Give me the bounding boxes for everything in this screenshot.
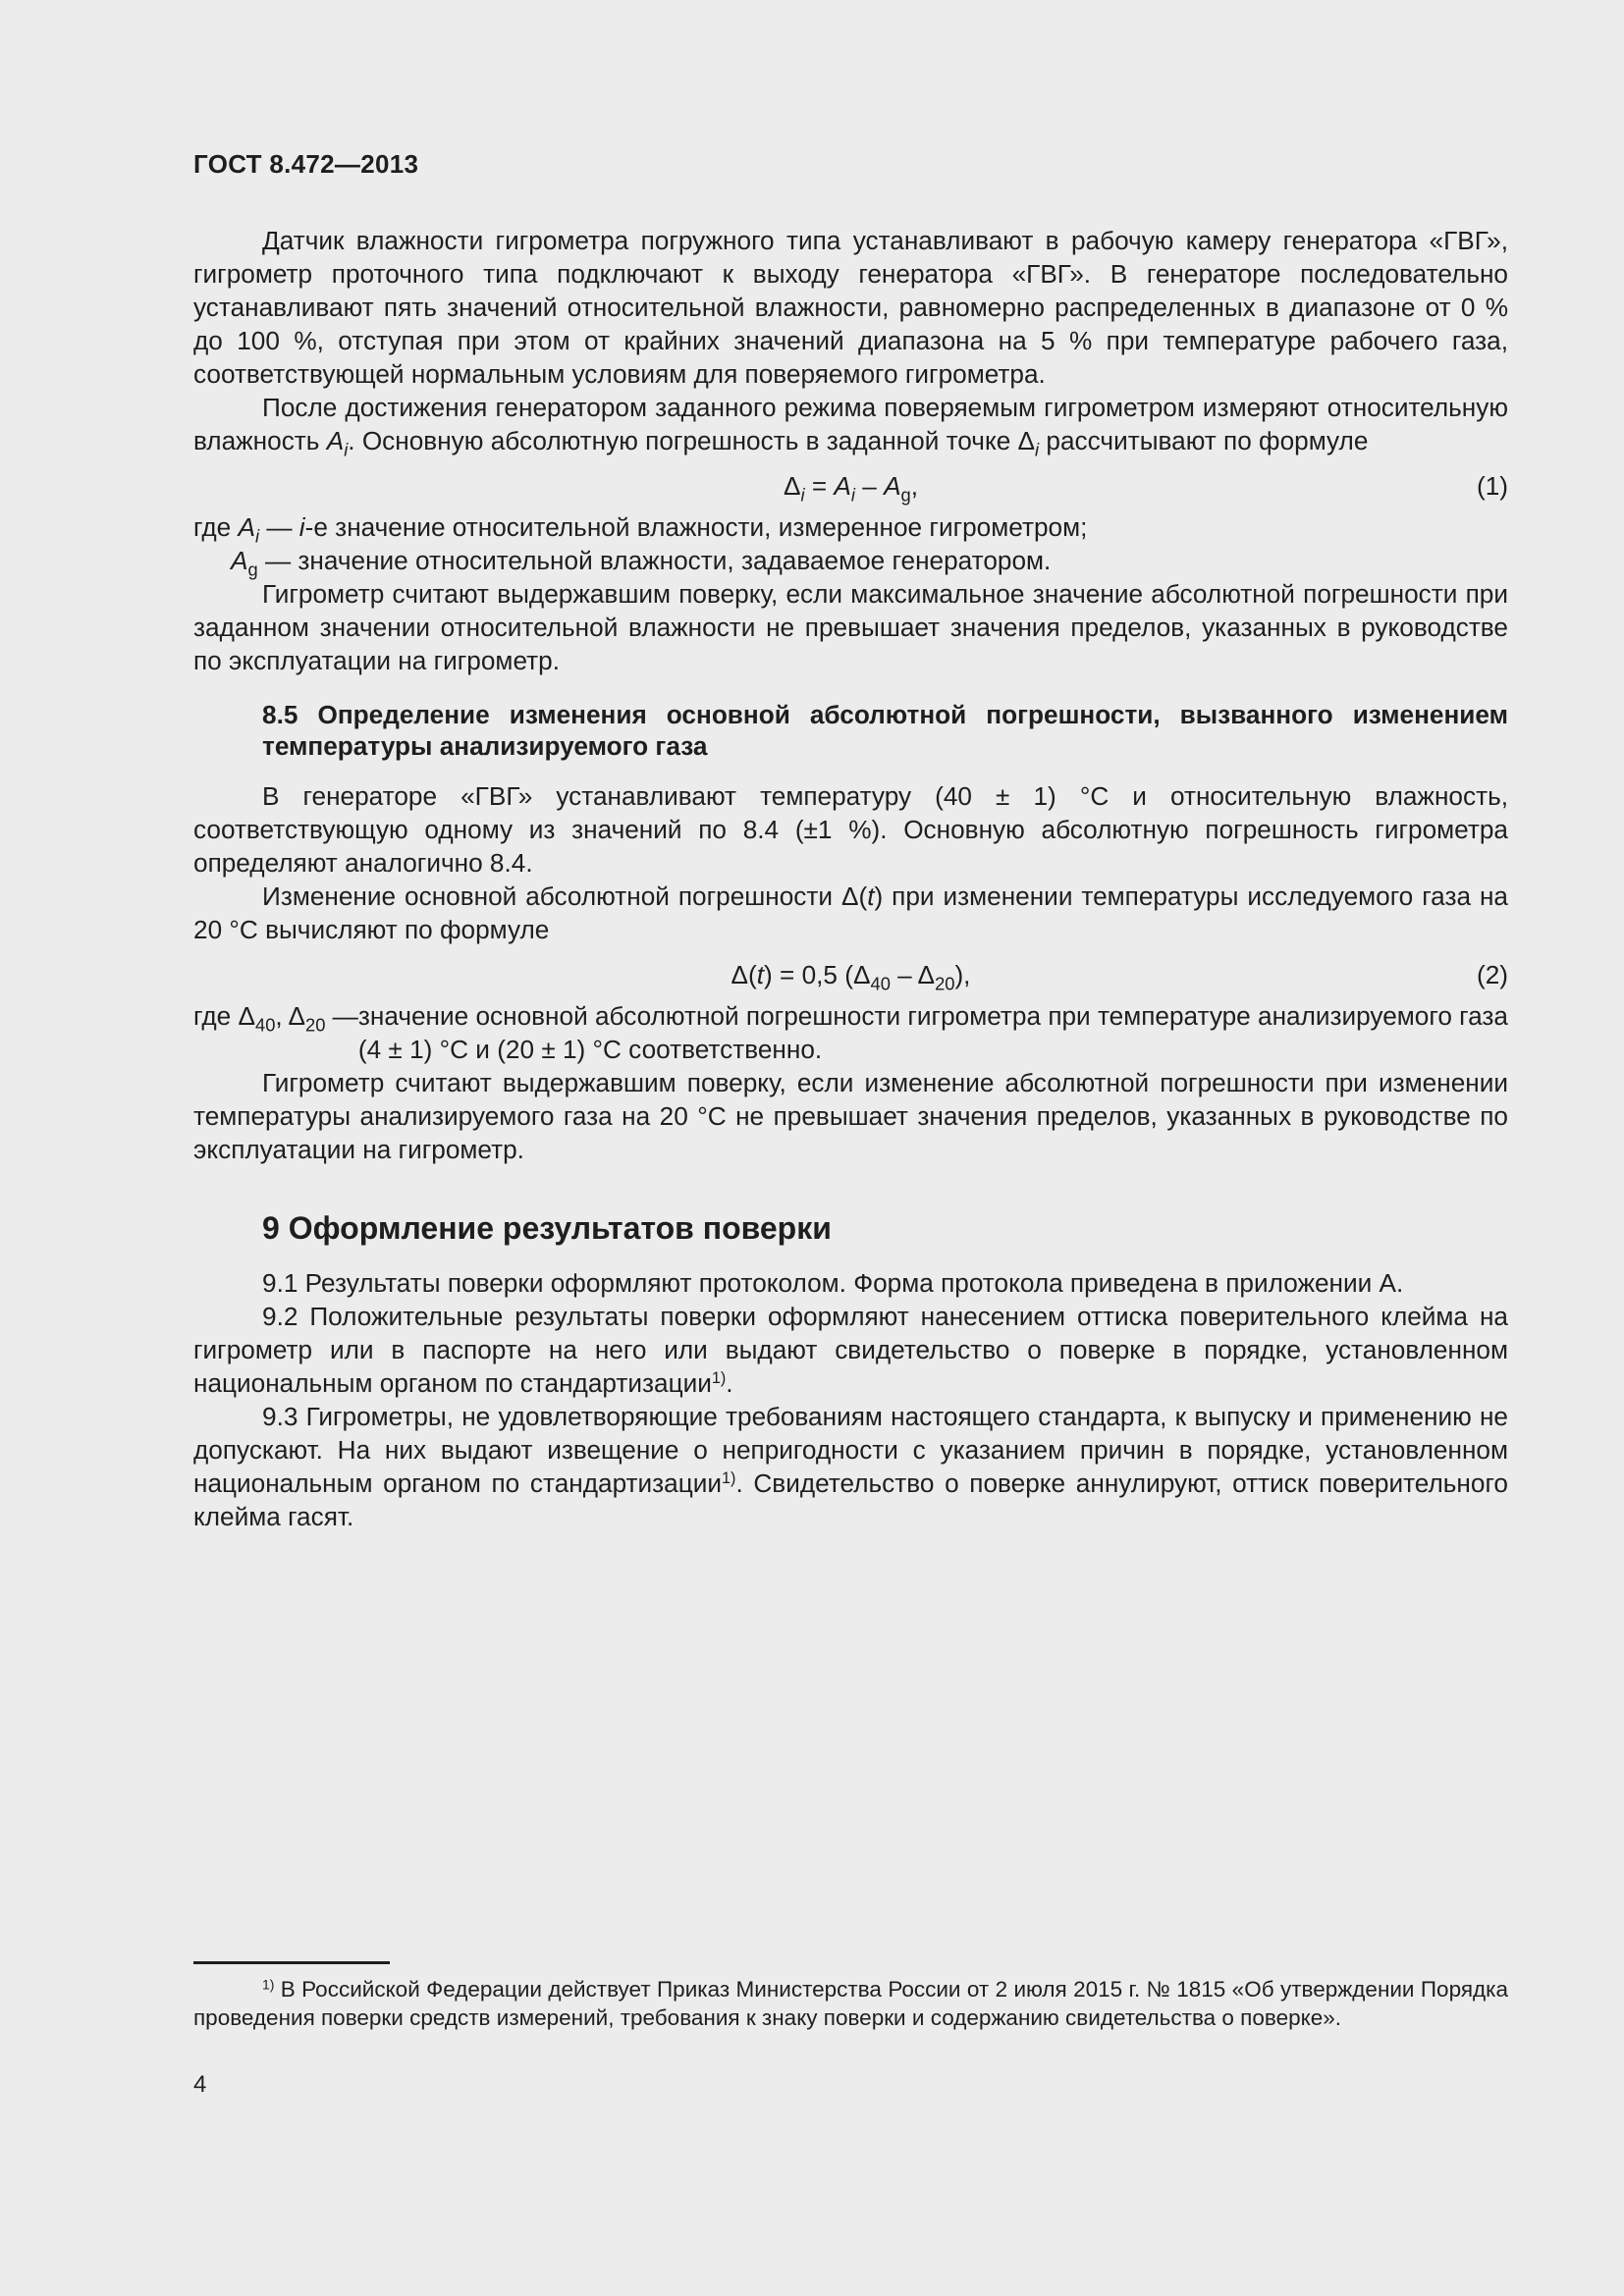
formula-2-number: (2)	[1476, 960, 1508, 989]
page-number: 4	[193, 2071, 207, 2098]
footnote-rule	[193, 1961, 390, 1964]
where-clause-delta: где $\Delta_{40}$, $\Delta_{20}$ — значение основной абсолютной погрешности гигрометра при температуре анализируемого газа (4 ± 1) °С и (20 ± 1) °С соответственно.	[193, 1001, 1508, 1064]
footnote-mark: 1)	[262, 1976, 275, 1993]
paragraph-error-change: Изменение основной абсолютной погрешности Δ(t) при изменении температуры исследуемого газа на 20 °С вычисляют по формуле	[193, 881, 1508, 944]
paragraph-verification-passed-2: Гигрометр считают выдержавшим поверку, если изменение абсолютной погрешности при изменении температуры анализируемого газа на 20 °С не превышает значения пределов, указанных в руководстве по эксплуатации на гигрометр.	[193, 1068, 1508, 1164]
where-clause-ag: $A_g$ — значение относительной влажности, задаваемое генератором.	[231, 546, 1052, 580]
subsection-8-5-heading: 8.5 Определение изменения основной абсолютной погрешности, вызванного изменением температуры анализируемого газа	[262, 700, 1508, 761]
paragraph-9-1: 9.1 Результаты поверки оформляют протоколом. Форма протокола приведена в приложении А.	[262, 1268, 1404, 1298]
document-body	[193, 224, 1508, 1533]
footnote-text: В Российской Федерации действует Приказ Министерства России от 2 июля 2015 г. № 1815 «Об утверждении Порядка проведения поверки средств измерений, требования к знаку поверки и содержанию свидетельства о поверке».	[193, 1977, 1508, 2030]
formula-1-number: (1)	[1476, 471, 1508, 501]
paragraph-measure-humidity: После достижения генератором заданного режима поверяемым гигрометром измеряют относительную влажность $A_i$. Основную абсолютную погрешность в заданной точке $\Delta_i$ рассчитывают по формуле	[193, 393, 1508, 460]
where-clause-ai: где $A_i$ — i-е значение относительной влажности, измеренное гигрометром;	[193, 512, 1088, 547]
formula-2	[193, 952, 1508, 995]
paragraph-9-3: 9.3 Гигрометры, не удовлетворяющие требованиям настоящего стандарта, к выпуску и применению не допускают. На них выдают извещение о непригодности с указанием причин в порядке, установленном национальным органом по стандартизации$^{1)}$. Свидетельство о поверке аннулируют, оттиск поверительного клейма гасят.	[193, 1402, 1508, 1531]
footnote	[193, 1975, 1508, 2032]
formula-1-expression: $\Delta_i = A_i - A_g$,	[783, 471, 919, 506]
document-header: ГОСТ 8.472—2013	[193, 149, 419, 179]
formula-1	[193, 463, 1508, 507]
paragraph-verification-passed-1: Гигрометр считают выдержавшим поверку, если максимальное значение абсолютной погрешности при заданном значении относительной влажности не превышает значения пределов, указанных в руководстве по эксплуатации на гигрометр.	[193, 579, 1508, 675]
paragraph-9-2: 9.2 Положительные результаты поверки оформляют нанесением оттиска поверительного клейма на гигрометр или в паспорте на него или выдают свидетельство о поверке в порядке, установленном национальным органом по стандартизации$^{1)}$.	[193, 1302, 1508, 1398]
section-9-heading: 9 Оформление результатов поверки	[262, 1210, 832, 1246]
paragraph-sensor-setup: Датчик влажности гигрометра погружного типа устанавливают в рабочую камеру генератора «ГВГ», гигрометр проточного типа подключают к выходу генератора «ГВГ». В генераторе последовательно устанавливают пять значений относительной влажности, равномерно распределенных в диапазоне от 0 % до 100 %, отступая при этом от крайних значений диапазона на 5 % при температуре рабочего газа, соответствующей нормальным условиям для поверяемого гигрометра.	[193, 226, 1508, 389]
paragraph-generator-temperature: В генераторе «ГВГ» устанавливают температуру (40 ± 1) °С и относительную влажность, соответствующую одному из значений по 8.4 (±1 %). Основную абсолютную погрешность гигрометра определяют аналогично 8.4.	[193, 781, 1508, 878]
formula-2-expression: Δ(t) = 0,5 $(\Delta_{40} - \Delta_{20})$,	[731, 960, 971, 994]
